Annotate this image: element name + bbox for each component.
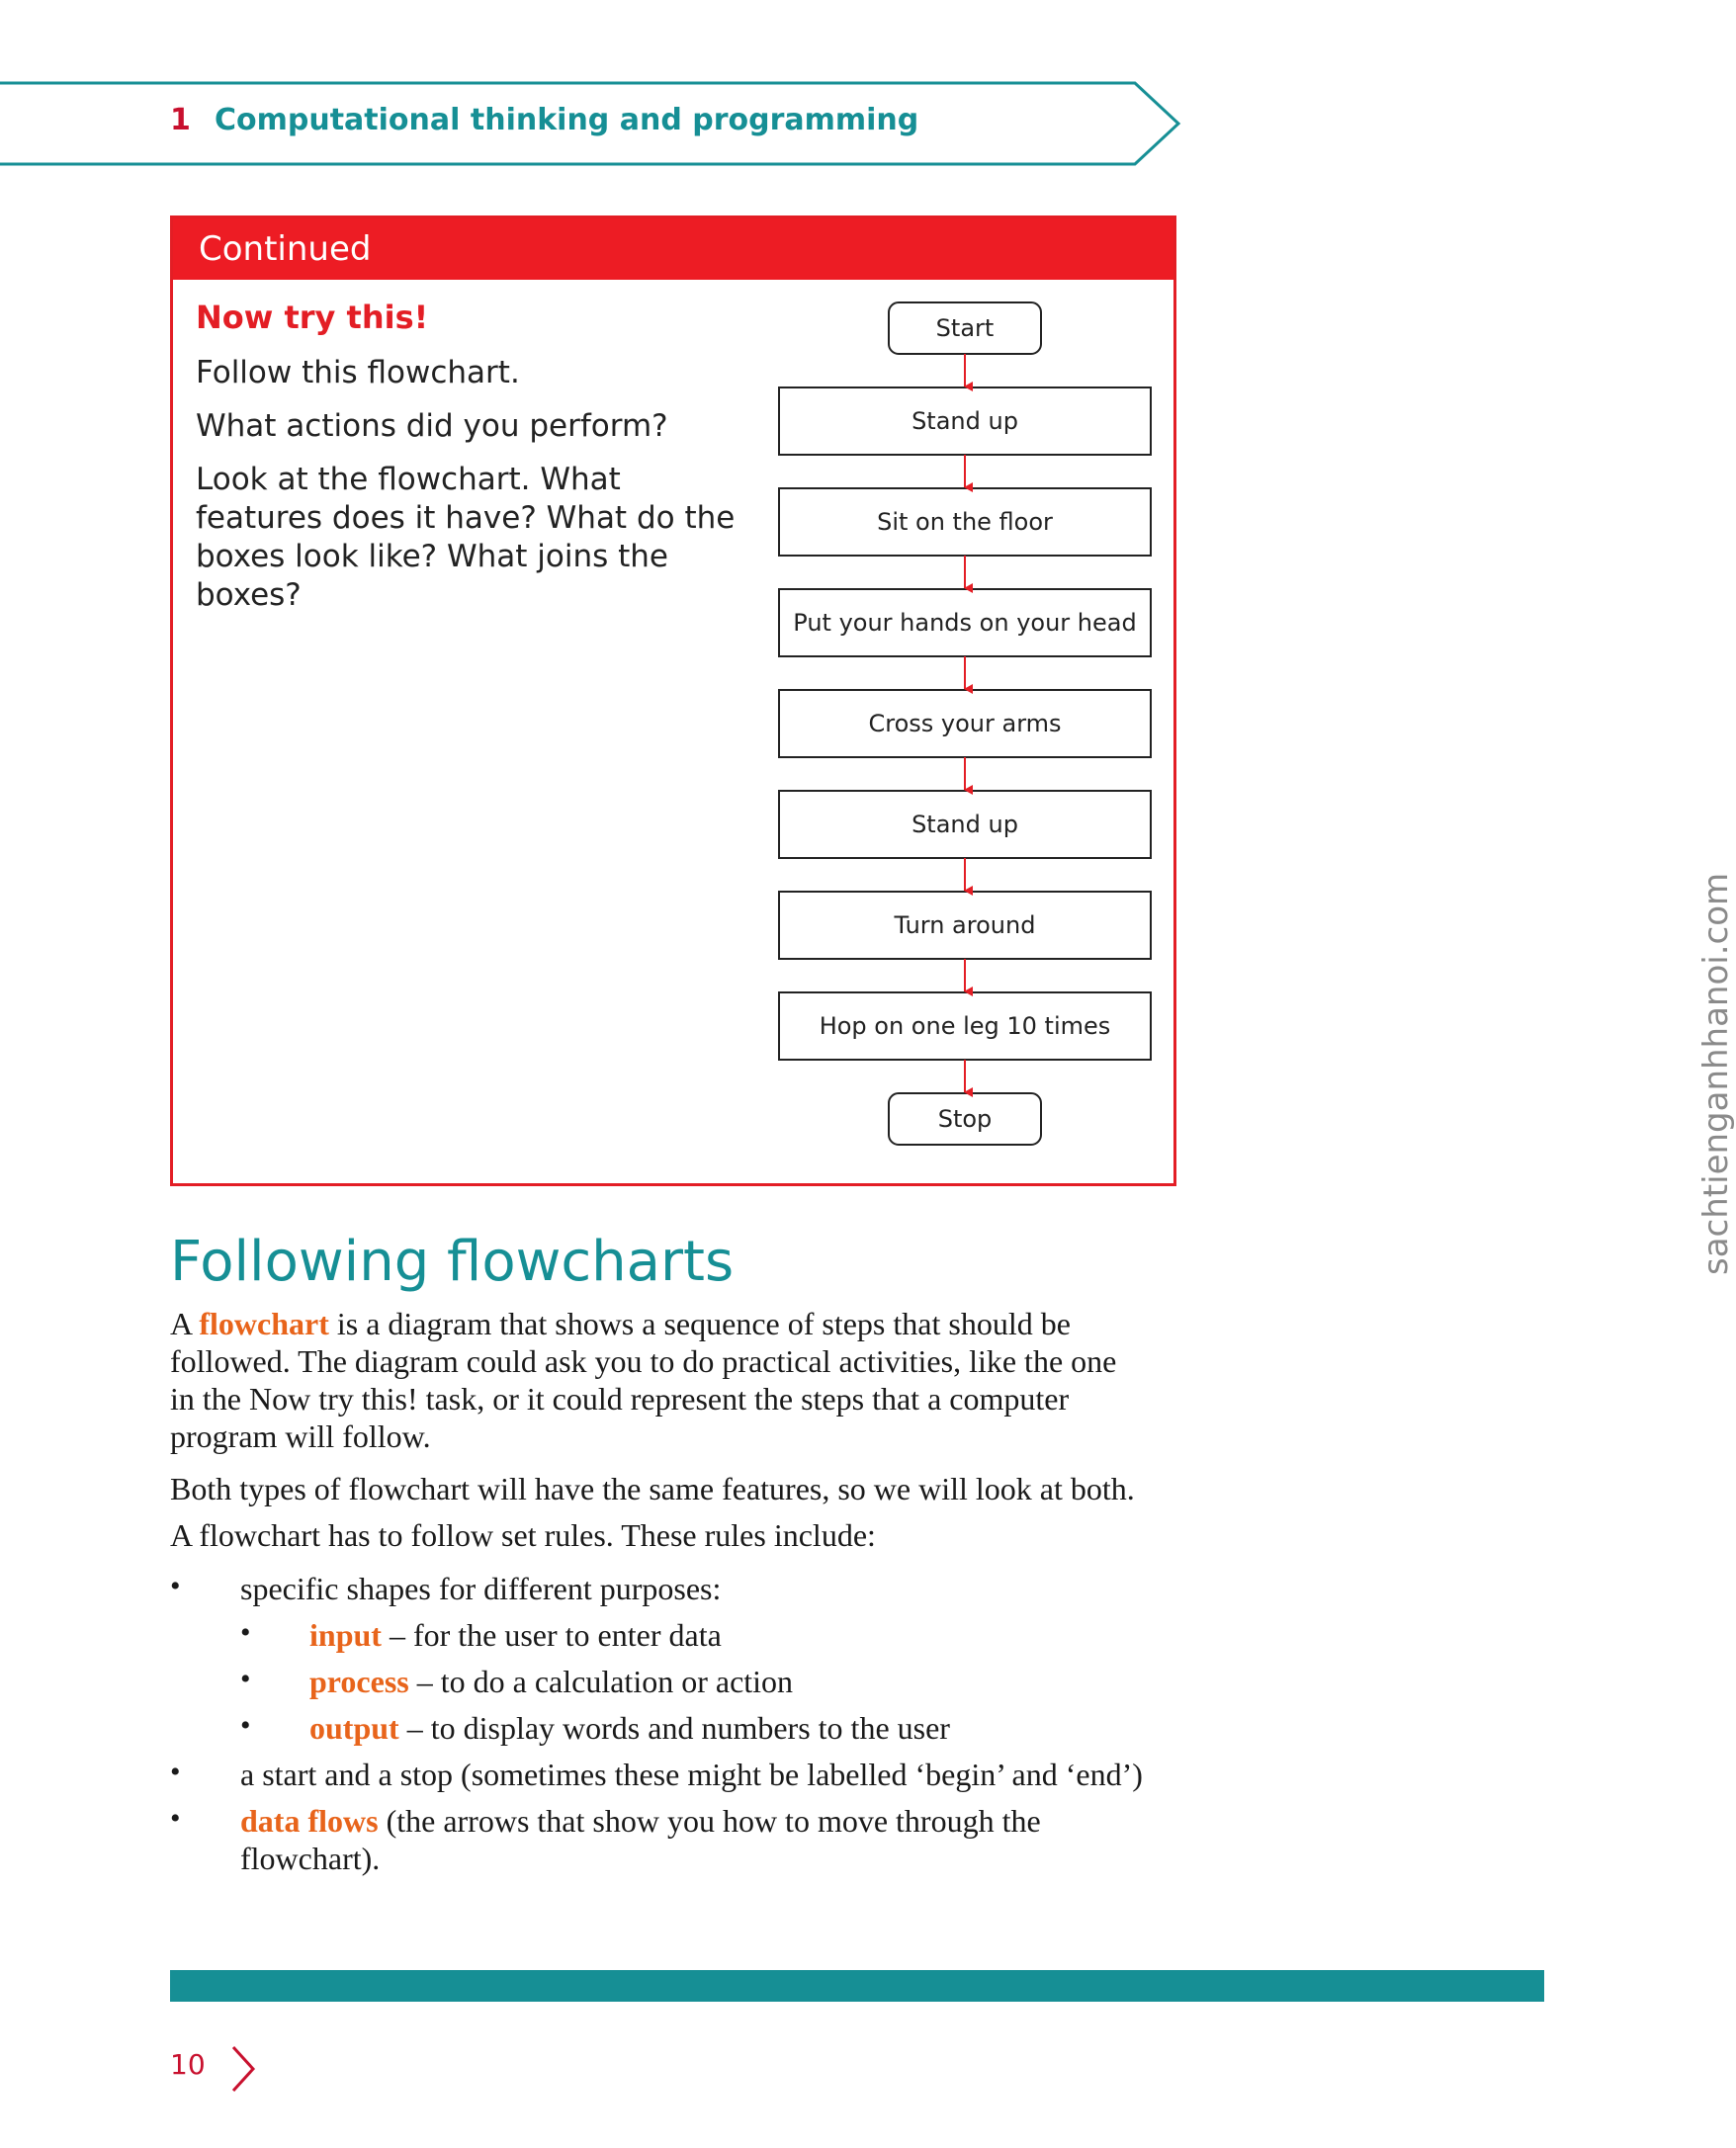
section-heading: Following flowcharts: [170, 1230, 735, 1294]
paragraph-1-lead: A: [170, 1306, 192, 1341]
flowchart-step-2-label: Sit on the floor: [877, 508, 1053, 536]
flowchart-step-5-label: Stand up: [911, 811, 1018, 838]
keyword-process: process: [309, 1664, 409, 1699]
rule-shapes: specific shapes for different purposes:: [240, 1571, 722, 1606]
flowchart-step-3-label: Put your hands on your head: [793, 609, 1137, 637]
flowchart-start-label: Start: [935, 314, 995, 342]
keyword-flowchart: flowchart: [199, 1306, 329, 1341]
activity-paragraph-1: Follow this flowchart.: [196, 355, 520, 390]
flowchart-step-7-label: Hop on one leg 10 times: [819, 1012, 1111, 1040]
keyword-output: output: [309, 1710, 399, 1746]
section-paragraph-3: A flowchart has to follow set rules. These rules include:: [170, 1517, 876, 1553]
rule-data-flows-text: (the arrows that show you how to move through the flowchart).: [240, 1803, 1041, 1876]
activity-banner: Continued: [173, 218, 1173, 280]
chapter-title: Computational thinking and programming: [215, 103, 919, 137]
rule-output: [309, 1709, 950, 1747]
rule-output-text: – to display words and numbers to the user: [406, 1710, 950, 1746]
rule-input: [309, 1616, 722, 1654]
bullet-2: •: [170, 1756, 181, 1788]
rule-process-text: – to do a calculation or action: [416, 1664, 794, 1699]
sub-bullet-3: •: [240, 1709, 251, 1742]
flowchart-step-4-label: Cross your arms: [868, 710, 1062, 737]
watermark: sachtienganhhanoi.com: [1696, 872, 1736, 1275]
footer-bar: [170, 1970, 1544, 2002]
section-paragraph-2: Both types of flowchart will have the same features, so we will look at both.: [170, 1471, 1135, 1506]
flowchart-step-6-label: Turn around: [894, 911, 1036, 939]
flowchart-step-1-label: Stand up: [911, 407, 1018, 435]
activity-paragraph-3: Look at the flowchart. What features does it have? What do the boxes look like? What joins the boxes?: [196, 462, 736, 613]
flowchart-stop-label: Stop: [937, 1105, 993, 1133]
sub-bullet-1: •: [240, 1616, 251, 1649]
rule-input-text: – for the user to enter data: [389, 1617, 722, 1653]
activity-paragraph-2: What actions did you perform?: [196, 408, 668, 444]
paragraph-1-text: is a diagram that shows a sequence of steps that should be followed. The diagram could ask you to do practical activities, like the one in the Now try this! task, or it could represent the steps that a computer program will follow.: [170, 1306, 1117, 1454]
sub-bullet-2: •: [240, 1663, 251, 1695]
keyword-data-flows: data flows: [240, 1803, 379, 1839]
rule-process: [309, 1663, 793, 1700]
keyword-input: input: [309, 1617, 382, 1653]
activity-heading: Now try this!: [196, 299, 429, 336]
chevron-right-icon: [229, 2044, 259, 2094]
rule-start-stop: a start and a stop (sometimes these might be labelled ‘begin’ and ‘end’): [240, 1757, 1143, 1792]
section-paragraph-1: [170, 1305, 1129, 1455]
bullet-1: •: [170, 1570, 181, 1602]
page-number: 10: [170, 2048, 206, 2081]
chapter-number: 1: [170, 103, 191, 137]
bullet-3: •: [170, 1802, 181, 1835]
activity-flowchart: [771, 297, 1167, 1166]
rule-data-flows: [240, 1802, 1110, 1877]
